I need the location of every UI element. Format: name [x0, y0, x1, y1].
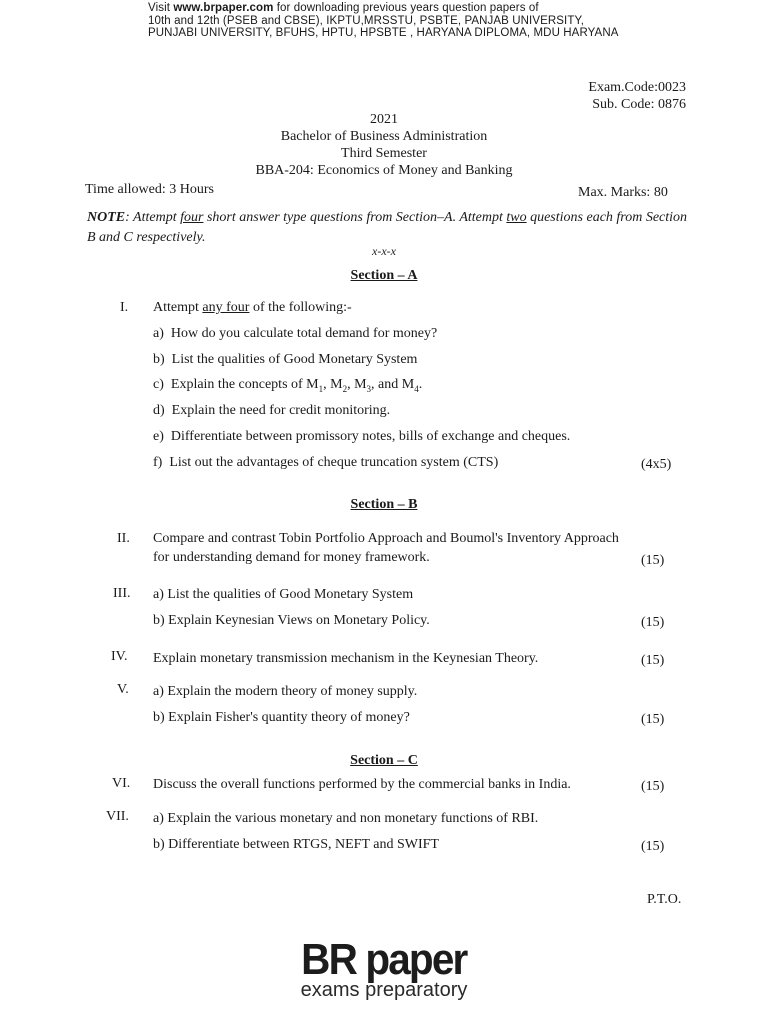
question-5-part-a: a) Explain the modern theory of money supply.	[153, 684, 418, 699]
question-1-item-b: b) List the qualities of Good Monetary System	[153, 352, 418, 367]
question-3-part-a: a) List the qualities of Good Monetary System	[153, 587, 414, 602]
question-4-text: Explain monetary transmission mechanism in the Keynesian Theory.	[153, 651, 539, 666]
note-separator: x-x-x	[372, 244, 396, 258]
question-7-marks: (15)	[641, 839, 665, 854]
section-b-title: Section – B	[350, 497, 418, 512]
question-1-item-d: d) Explain the need for credit monitoring.	[153, 403, 391, 418]
course-title: BBA-204: Economics of Money and Banking	[255, 163, 513, 178]
question-1-marks: (4x5)	[641, 457, 672, 472]
question-6-marks: (15)	[641, 779, 665, 794]
banner-line-3: PUNJABI UNIVERSITY, BFUHS, HPTU, HPSBTE , HARYANA DIPLOMA, MDU HARYANA	[148, 27, 619, 39]
question-5-marks: (15)	[641, 712, 665, 727]
section-a-title: Section – A	[350, 268, 418, 283]
logo-subtitle: exams preparatory	[300, 979, 468, 1001]
question-number-1: I.	[120, 300, 129, 315]
logo-title: BR paper	[301, 935, 467, 984]
question-number-7: VII.	[106, 809, 129, 824]
question-1-item-c: c) Explain the concepts of $M_1$, $M_2$, $M_3$, and $M_4$.	[153, 377, 423, 394]
note-label: NOTE	[87, 210, 126, 225]
site-banner	[148, 2, 668, 40]
exam-code: Exam.Code:0023	[588, 80, 686, 95]
question-1-item-f: f) List out the advantages of cheque truncation system (CTS)	[153, 455, 499, 470]
question-2-line-2: for understanding demand for money framework.	[153, 550, 430, 565]
banner-line-2: 10th and 12th (PSEB and CBSE), IKPTU,MRSSTU, PSBTE, PANJAB UNIVERSITY,	[148, 14, 585, 27]
brpaper-logo	[0, 935, 768, 1001]
question-number-4: IV.	[111, 649, 128, 664]
page-turn-over: P.T.O.	[647, 892, 682, 907]
question-2-marks: (15)	[641, 553, 665, 568]
question-number-2: II.	[117, 531, 130, 546]
degree-title: Bachelor of Business Administration	[280, 129, 488, 144]
section-c-title: Section – C	[350, 753, 418, 768]
question-7-part-b: b) Differentiate between RTGS, NEFT and SWIFT	[153, 837, 439, 852]
sub-code: Sub. Code: 0876	[592, 97, 686, 112]
question-number-3: III.	[113, 586, 131, 601]
question-3-part-b: b) Explain Keynesian Views on Monetary Policy.	[153, 613, 430, 628]
banner-site-link[interactable]: www.brpaper.com	[173, 2, 274, 14]
banner-line-1: Visit www.brpaper.com for downloading previous years question papers of	[148, 2, 539, 14]
question-4-marks: (15)	[641, 653, 665, 668]
question-6-text: Discuss the overall functions performed by the commercial banks in India.	[153, 777, 571, 792]
question-number-6: VI.	[112, 776, 131, 791]
question-number-5: V.	[117, 682, 129, 697]
question-3-marks: (15)	[641, 615, 665, 630]
question-5-part-b: b) Explain Fisher's quantity theory of money?	[153, 710, 410, 725]
question-2-line-1: Compare and contrast Tobin Portfolio Approach and Boumol's Inventory Approach	[153, 531, 619, 546]
question-1-item-a: a) How do you calculate total demand for money?	[153, 326, 438, 341]
note-instructions: NOTE: Attempt four short answer type questions from Section–A. Attempt two questions each from Section B and C respectively.	[87, 210, 688, 245]
max-marks: Max. Marks: 80	[578, 185, 668, 200]
exam-year: 2021	[370, 112, 398, 127]
question-7-part-a: a) Explain the various monetary and non monetary functions of RBI.	[153, 811, 539, 826]
semester-title: Third Semester	[341, 146, 427, 161]
question-1-item-e: e) Differentiate between promissory notes, bills of exchange and cheques.	[153, 429, 571, 444]
question-1-intro: Attempt any four of the following:-	[153, 300, 352, 315]
time-allowed: Time allowed: 3 Hours	[85, 182, 214, 197]
